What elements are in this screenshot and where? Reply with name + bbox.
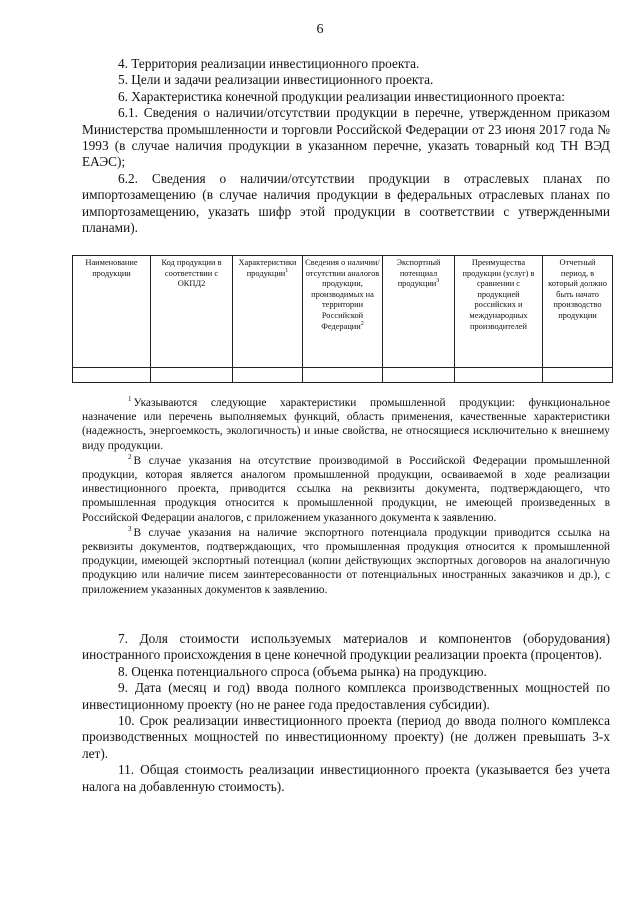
table-cell bbox=[303, 368, 383, 383]
table-cell bbox=[151, 368, 233, 383]
section-11: 11. Общая стоимость реализации инвестиционного проекта (указывается без учета налога на добавленную стоимость). bbox=[82, 762, 610, 794]
table-row bbox=[73, 368, 613, 383]
section-8: 8. Оценка потенциального спроса (объема рынка) на продукцию. bbox=[118, 663, 487, 679]
table-cell bbox=[383, 368, 455, 383]
footnote-2: $^2$ В случае указания на отсутствие производимой в Российской Федерации промышленной продукции, которая является аналогом промышленной продукции, осваиваемой в ходе реализации инвестиционного проекта, приводится ссылка на реквизиты документа, подтверждающего, что промышленная продукция относится к промышленной продукции, не имеющей произведенных в Российской Федерации аналогов, с приложением указанного документа к заявлению. bbox=[82, 453, 610, 524]
footnote-mark-1: 1 bbox=[128, 395, 132, 404]
section-6-1: 6.1. Сведения о наличии/отсутствии продукции в перечне, утвержденном приказом Министерства промышленности и торговли Российской Федерации от 23 июня 2017 года № 1993 (в случае наличия продукции в указанном перечне, указать товарный код ТН ВЭД ЕАЭС); bbox=[82, 105, 610, 170]
table-cell bbox=[73, 368, 151, 383]
table-cell bbox=[543, 368, 613, 383]
footnote-ref-3: 3 bbox=[436, 278, 440, 285]
section-9: 9. Дата (месяц и год) ввода полного комплекса производственных мощностей по инвестиционному проекту (но не ранее года предоставления субсидии). bbox=[82, 680, 610, 712]
section-5: 5. Цели и задачи реализации инвестиционного проекта. bbox=[118, 72, 434, 88]
section-10: 10. Срок реализации инвестиционного проекта (период до ввода полного комплекса производственных мощностей по инвестиционному проекту) (не должен превышать 3-х лет). bbox=[82, 713, 610, 761]
footnote-mark-2: 2 bbox=[128, 453, 132, 462]
header-analogs: Сведения о наличии/ отсутствии аналогов продукции, производимых на территории Российской Федерации$^2$ bbox=[303, 256, 383, 368]
product-characteristics-table bbox=[72, 255, 612, 383]
footnote-mark-3: 3 bbox=[128, 525, 132, 534]
footnote-1: $^1$ Указываются следующие характеристики промышленной продукции: функциональное назначение или перечень выполняемых функций, область применения, качественные характеристики (надежность, энергоемкость, экологичность) и иные свойства, не относящиеся исключительно к внешнему виду продукции. bbox=[82, 395, 610, 452]
table-cell bbox=[233, 368, 303, 383]
header-reporting-period: Отчетный период, в который должно быть начато производство продукции bbox=[543, 256, 613, 368]
table-header-row bbox=[73, 256, 613, 368]
footnote-3: $^3$ В случае указания на наличие экспортного потенциала продукции приводится ссылка на реквизиты документов, подтверждающих, что промышленная продукция относится к промышленной продукции, имеющей экспортный потенциал (копии действующих экспортных договоров на аналогичную продукцию или наличие писем заинтересованности от потенциальных иностранных заказчиков и др.), с приложением указанных документов к заявлению. bbox=[82, 525, 610, 596]
sections-top bbox=[82, 56, 610, 236]
header-okpd2-code: Код продукции в соответствии с ОКПД2 bbox=[151, 256, 233, 368]
header-product-name: Наименование продукции bbox=[73, 256, 151, 368]
section-6: 6. Характеристика конечной продукции реализации инвестиционного проекта: bbox=[118, 88, 566, 104]
header-advantages: Преимущества продукции (услуг) в сравнении с продукцией российских и международных производителей bbox=[455, 256, 543, 368]
page-number: 6 bbox=[316, 22, 324, 37]
section-7: 7. Доля стоимости используемых материалов и компонентов (оборудования) иностранного происхождения в цене конечной продукции реализации проекта (процентов). bbox=[82, 631, 610, 663]
header-characteristics: Характеристики продукции$^1$ bbox=[233, 256, 303, 368]
footnote-ref-2: 2 bbox=[360, 320, 364, 327]
header-export-potential: Экспортный потенциал продукции$^3$ bbox=[383, 256, 455, 368]
section-6-2: 6.2. Сведения о наличии/отсутствии продукции в отраслевых планах по импортозамещению (в случае наличия продукции в федеральных отраслевых планах по импортозамещению, указать шифр этой продукции в соответствии с утвержденными планами). bbox=[82, 170, 610, 236]
footnote-ref-1: 1 bbox=[285, 267, 289, 274]
section-4: 4. Территория реализации инвестиционного проекта. bbox=[118, 56, 420, 71]
table-cell bbox=[455, 368, 543, 383]
sections-bottom bbox=[82, 631, 610, 795]
footnotes bbox=[82, 396, 610, 597]
